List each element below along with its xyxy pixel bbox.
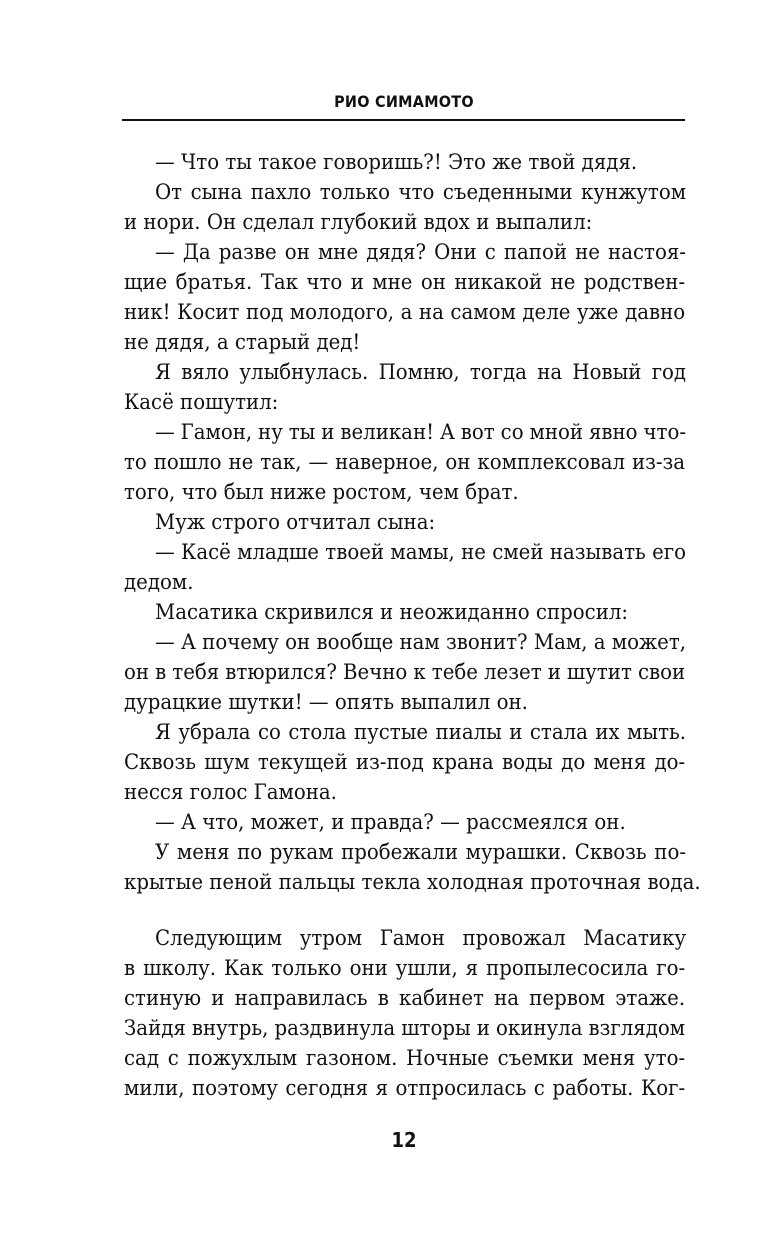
page-number: 12 xyxy=(391,1128,417,1152)
text-line: — Да разве он мне дядя? Они с папой не настоя- xyxy=(155,240,686,264)
text-line: и нори. Он сделал глубокий вдох и выпалил: xyxy=(124,210,593,234)
text-line: стиную и направилась в кабинет на первом этаже. xyxy=(124,986,686,1010)
text-line: — Касё младше твоей мамы, не смей называть его xyxy=(155,540,686,564)
text-line: От сына пахло только что съеденными кунжутом xyxy=(155,180,687,204)
text-line: Следующим утром Гамон провожал Масатику xyxy=(155,926,687,950)
running-title: РИО СИМАМОТО xyxy=(334,92,474,111)
text-line: Я вяло улыбнулась. Помню, тогда на Новый год xyxy=(155,360,687,384)
text-line: Зайдя внутрь, раздвинула шторы и окинула взглядом xyxy=(124,1016,686,1040)
text-line: крытые пеной пальцы текла холодная проточная вода. xyxy=(124,870,701,894)
text-line: Сквозь шум текущей из-под крана воды до меня до- xyxy=(124,750,686,774)
text-line: несся голос Гамона. xyxy=(124,780,337,804)
text-line: того, что был ниже ростом, чем брат. xyxy=(124,480,519,504)
text-line: он в тебя втюрился? Вечно к тебе лезет и шутит свои xyxy=(124,660,686,684)
text-line: Я убрала со стола пустые пиалы и стала их мыть. xyxy=(155,720,687,744)
text-line: сад с пожухлым газоном. Ночные съемки меня уто- xyxy=(124,1046,686,1070)
text-line: дедом. xyxy=(124,570,194,594)
text-line: — Что ты такое говоришь?! Это же твой дядя. xyxy=(155,150,638,174)
header-rule xyxy=(122,119,685,121)
text-line: Масатика скривился и неожиданно спросил: xyxy=(155,600,629,624)
text-line: то пошло не так, — наверное, он комплексовал из-за xyxy=(124,450,686,474)
text-line: не дядя, а старый дед! xyxy=(124,330,361,354)
text-line: дурацкие шутки! — опять выпалил он. xyxy=(124,690,528,714)
text-line: мили, поэтому сегодня я отпросилась с работы. Ког- xyxy=(124,1076,686,1100)
text-line: Муж строго отчитал сына: xyxy=(155,510,436,534)
text-line: У меня по рукам пробежали мурашки. Сквозь по- xyxy=(155,840,687,864)
text-line: ник! Косит под молодого, а на самом деле уже давно xyxy=(124,300,686,324)
text-line: щие братья. Так что и мне он никакой не родствен- xyxy=(124,270,686,294)
text-line: — А что, может, и правда? — рассмеялся он. xyxy=(155,810,626,834)
text-line: — А почему он вообще нам звонит? Мам, а может, xyxy=(155,630,687,654)
text-line: в школу. Как только они ушли, я пропылесосила го- xyxy=(124,956,686,980)
text-line: Касё пошутил: xyxy=(124,390,279,414)
text-line: — Гамон, ну ты и великан! А вот со мной явно что- xyxy=(155,420,687,444)
